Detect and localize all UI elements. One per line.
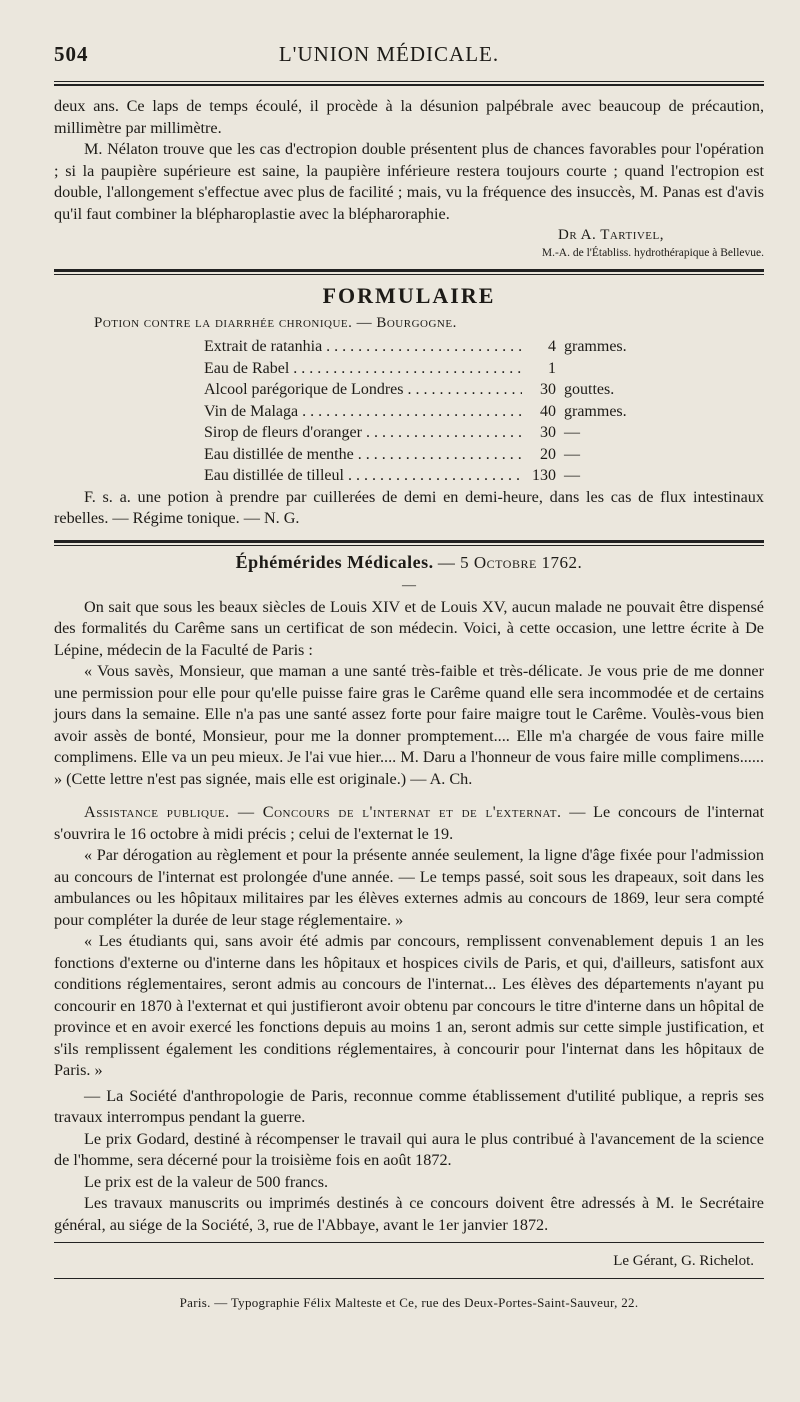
ingredient-qty: 4 [548,338,556,355]
societe-paragraph-3: Le prix est de la valeur de 500 francs. [84,1172,329,1191]
footer-rule [54,1242,764,1243]
ingredient-qty: 30 [540,424,556,441]
ingredient-name: Alcool parégorique de Londres . . . [204,379,522,401]
ephemerides-letter: « Vous savès, Monsieur, que maman a une santé très-faible et très-délicate. Je vous prie de me donner une permission pour elle pour qu'elle puisse faire gras le Carême quand elle sera incommodée et de certains jours dans la semaine. Elle n'a pas une santé assez forte pour faire maigre tout le Carême. Voulès-vous bien avoir assès de bonté, Monsieur, pour me la donner promptement.... Elle m'a chargée de vous faire mille complimens. Elle va un peu mieux. Je l'ai vue hier.... M. Daru a l'honneur de vous faire mille complimens...... » (Cette lettre n'est pas signée, mais elle est originale.) — A. Ch. [54,662,764,788]
assistance-section [54,802,764,1082]
header-rule [54,81,764,86]
ingredient-unit: — [564,467,580,484]
ephemerides-paragraph-1: On sait que sous les beaux siècles de Louis XIV et de Louis XV, aucun malade ne pouvait être dispensé des formalités du Carême sans un certificat de son médecin. Voici, à cette occasion, une lettre écrite à De Lépine, médecin de la Faculté de Paris : [54,597,764,659]
recipe-row [204,358,674,380]
ingredient-unit: gouttes. [564,381,615,398]
ingredient-qty: 130 [532,467,556,484]
recipe-row [204,401,674,423]
ingredient-unit: grammes. [564,402,627,420]
ingredient-name: Sirop de fleurs d'oranger . . . [204,422,522,444]
author-affiliation: M.-A. de l'Établiss. hydrothérapique à Bellevue. [541,247,764,259]
societe-paragraph-1: — La Société d'anthropologie de Paris, reconnue comme établissement d'utilité publique, a repris ses travaux interrompus pendant la guerre. [54,1086,764,1126]
ephemerides-separator: — [402,577,416,593]
section-rule [54,269,764,275]
page-number: 504 [54,42,89,66]
ingredient-name: Eau distillée de menthe . . . [204,444,522,466]
ingredient-unit [556,358,674,380]
ingredient-qty: 40 [540,402,556,420]
recipe-row [204,465,674,487]
gerant-signature: Le Gérant, G. Richelot. [613,1253,754,1269]
ingredient-unit: — [564,445,580,463]
ingredient-unit: grammes. [564,338,627,355]
societe-paragraph-2: Le prix Godard, destiné à récompenser le travail qui aura le plus contribué à l'avancement de la science de l'homme, sera décerné pour la troisième fois en août 1872. [54,1129,764,1169]
intro-paragraph-2: M. Nélaton trouve que les cas d'ectropion double présentent plus de chances favorables pour l'opération ; si la paupière supérieure est saine, la paupière inférieure restera toujours courte ; quand l'ectropion est double, l'allongement s'effectue avec plus de facilité ; mais, vu la fréquence des insuccès, M. Panas est d'avis qu'il faut combiner la blépharoplastie avec la blépharoraphie. [54,140,764,223]
printer-line: Paris. — Typographie Félix Malteste et Ce, rue des Deux-Portes-Saint-Sauveur, 22. [179,1295,639,1310]
ingredient-name: Extrait de ratanhia . . . [204,336,522,358]
recipe-row [204,336,674,358]
ingredient-qty: 30 [540,381,556,398]
author-signature: Dr A. Tartivel, [558,227,664,243]
recipe-row [204,422,674,444]
ephemerides-date: — 5 Octobre 1762. [437,552,583,572]
recipe-list [204,336,674,487]
ingredient-name: Eau de Rabel . . . [204,358,522,380]
ingredient-name: Eau distillée de tilleul . . . [204,465,522,487]
section-rule [54,540,764,546]
ephemerides-heading [54,552,764,573]
ingredient-qty: 1 [548,359,556,377]
intro-section [54,96,764,261]
ephemerides-section [54,552,764,791]
ingredient-name: Vin de Malaga . . . [204,401,522,423]
printer-rule [54,1278,764,1279]
ingredient-qty: 20 [540,445,556,463]
assistance-paragraph-3: « Les étudiants qui, sans avoir été admis par concours, remplissent convenablement depuis 1 an les fonctions d'externe ou d'interne dans les hôpitaux et hospices civils de Paris, et qui, d'ailleurs, satisfont aux conditions réglementaires, seront admis au concours de l'internat... Les élèves des départements n'ayant pu concourir en 1870 à l'externat et qui justifieront avoir obtenu par concours le titre d'interne dans un hôpital de province et en avoir exercé les fonctions depuis au moins 1 an, seront admis sur cette simple justification, et s'ils remplissent également les conditions réglementaires, à concourir pour l'internat dans les hôpitaux de Paris. » [54,932,764,1079]
formula-heading: Potion contre la diarrhée chronique. — Bourgogne. [94,315,457,331]
societe-paragraph-4: Les travaux manuscrits ou imprimés destinés à ce concours doivent être adressés à M. le Secrétaire général, au siége de la Société, 3, rue de l'Abbaye, avant le 1er janvier 1872. [54,1194,764,1234]
formulaire-title: FORMULAIRE [322,283,496,308]
societe-section [54,1086,764,1237]
recipe-row [204,444,674,466]
assistance-paragraph-1 [54,802,764,845]
assistance-paragraph-2: « Par dérogation au règlement et pour la présente année seulement, la ligne d'âge fixée pour l'admission au concours de l'internat est prolongée d'une année. — Le temps passé, soit sous les drapeaux, soit dans les ambulances ou les hôpitaux militaires par les élèves externes admis au concours de 1869, leur sera compté pour compléter la durée de leur stage réglementaire. » [54,846,764,929]
ephemerides-title: Éphémérides Médicales. [235,551,434,572]
running-header [54,42,764,67]
formulaire-section [54,283,764,530]
recipe-row [204,379,674,401]
ingredient-unit: — [564,424,580,441]
assistance-text: — Le concours de l'internat s'ouvrira le 16 octobre à midi précis ; celui de l'externat le 19. [54,803,765,843]
formula-instructions: F. s. a. une potion à prendre par cuillerées de demi en demi-heure, dans les cas de flux intestinaux rebelles. — Régime tonique. — N. G. [54,487,764,527]
journal-title: L'UNION MÉDICALE. [278,42,500,66]
intro-paragraph-1: deux ans. Ce laps de temps écoulé, il procède à la désunion palpébrale avec beaucoup de précaution, millimètre par millimètre. [54,97,764,137]
assistance-lead: Assistance publique. — Concours de l'internat et de l'externat. [84,803,562,821]
